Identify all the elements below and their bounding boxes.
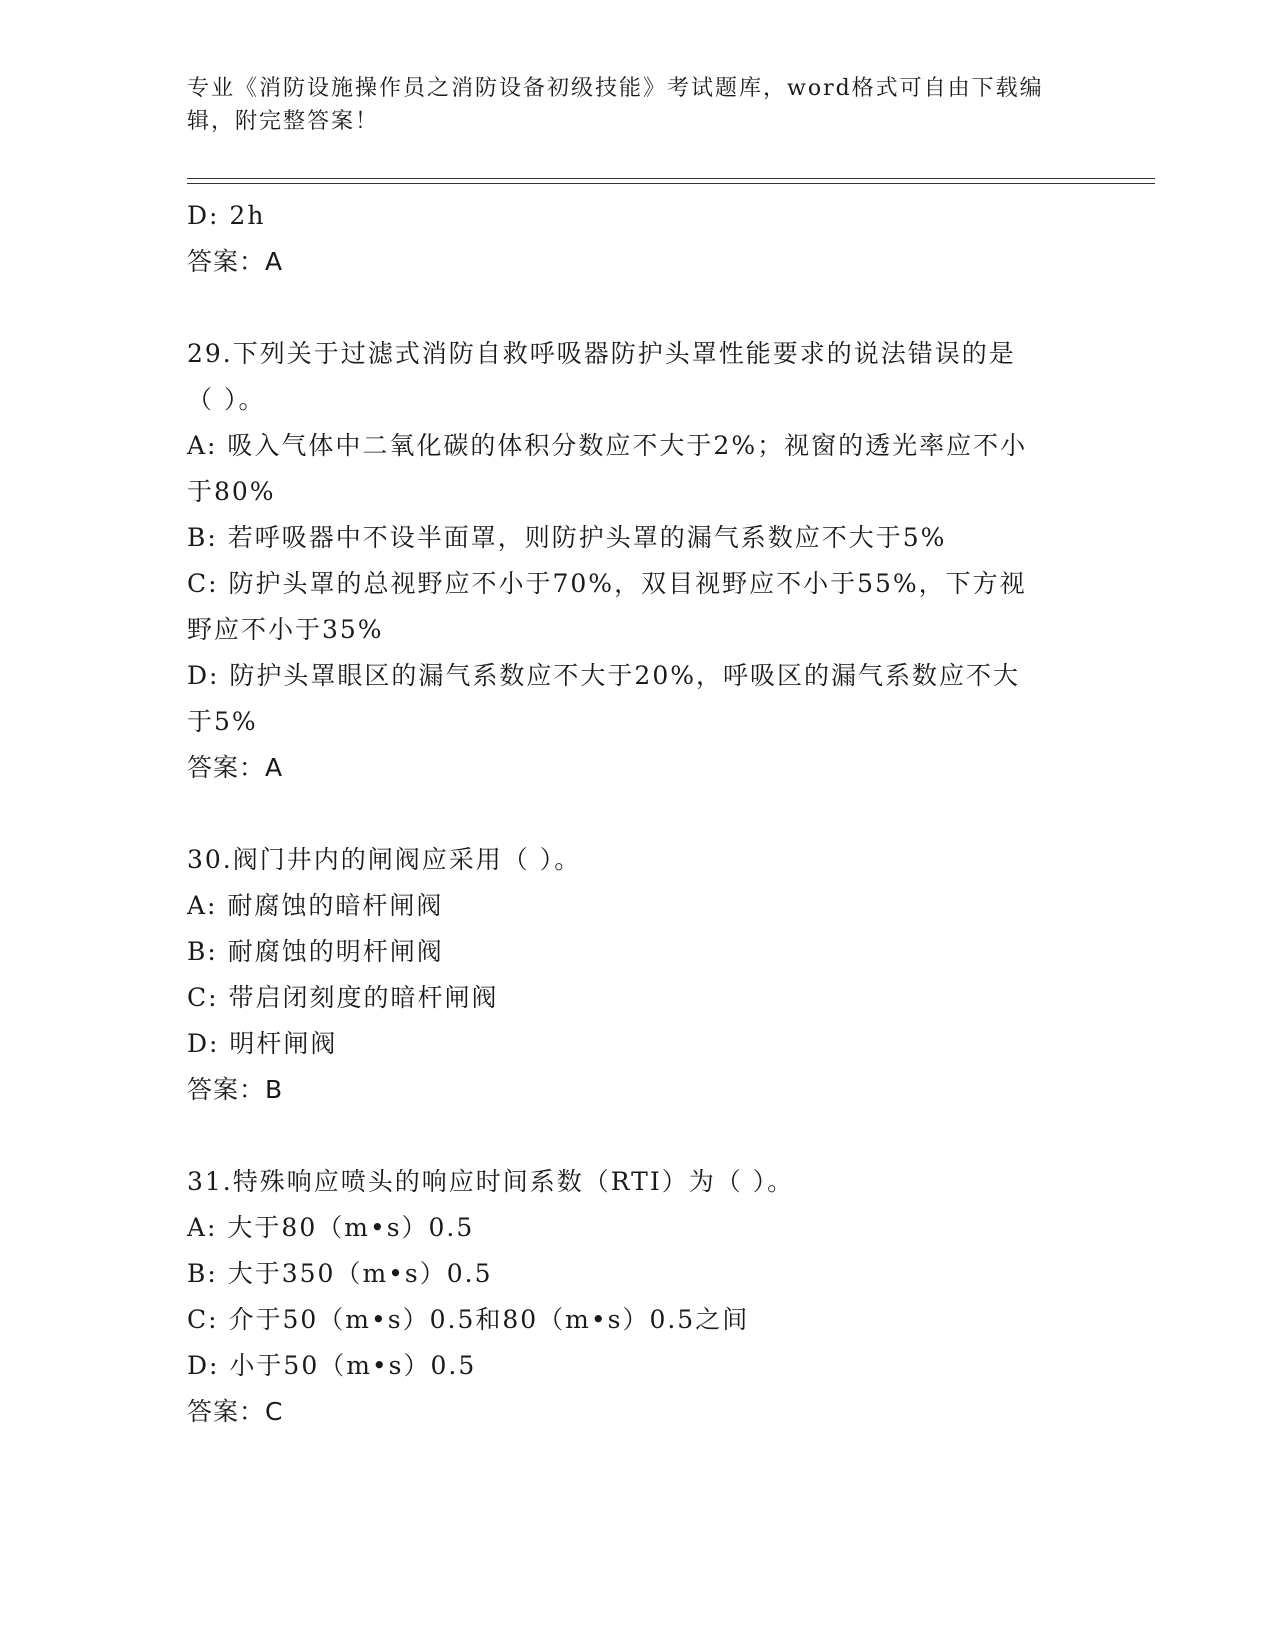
question-answer: 答案：A [187, 753, 284, 782]
question-option-line: 于5% [187, 707, 258, 736]
question-option-line: B: 大于350（m•s）0.5 [187, 1259, 493, 1288]
question-31 [187, 1159, 1087, 1435]
question-stem-line: 30.阀门井内的闸阀应采用（ ）。 [187, 845, 582, 874]
question-29 [187, 331, 1087, 791]
question-option-line: D: 小于50（m•s）0.5 [187, 1351, 477, 1380]
question-option-line: B: 耐腐蚀的明杆闸阀 [187, 937, 444, 966]
prev-question-answer: 答案：A [187, 247, 284, 276]
header-divider-top [187, 178, 1155, 179]
question-option-line: B: 若呼吸器中不设半面罩，则防护头罩的漏气系数应不大于5% [187, 523, 947, 552]
question-option-line: D: 防护头罩眼区的漏气系数应不大于20%，呼吸区的漏气系数应不大 [187, 661, 1020, 690]
question-stem-line: 29.下列关于过滤式消防自救呼吸器防护头罩性能要求的说法错误的是 [187, 339, 1016, 368]
question-option-line: C: 带启闭刻度的暗杆闸阀 [187, 983, 499, 1012]
document-header [187, 72, 1067, 138]
question-option-line: 于80% [187, 477, 276, 506]
question-answer: 答案：B [187, 1075, 284, 1104]
question-stem-line: （ ）。 [187, 385, 266, 414]
header-line-1: 专业《消防设施操作员之消防设备初级技能》考试题库，word格式可自由下载编 [187, 76, 1044, 101]
question-option-line: 野应不小于35% [187, 615, 384, 644]
question-option-line: A: 耐腐蚀的暗杆闸阀 [187, 891, 444, 920]
question-30 [187, 837, 1087, 1113]
header-line-2: 辑，附完整答案！ [187, 109, 380, 134]
prev-question-option-d: D: 2h [187, 201, 266, 230]
document-body [187, 193, 1087, 1481]
question-option-line: C: 防护头罩的总视野应不小于70%，双目视野应不小于55%，下方视 [187, 569, 1027, 598]
header-divider-bottom [187, 183, 1155, 184]
question-stem-line: 31.特殊响应喷头的响应时间系数（RTI）为（ ）。 [187, 1167, 795, 1196]
question-option-line: A: 吸入气体中二氧化碳的体积分数应不大于2%；视窗的透光率应不小 [187, 431, 1028, 460]
question-answer: 答案：C [187, 1397, 284, 1426]
question-option-line: C: 介于50（m•s）0.5和80（m•s）0.5之间 [187, 1305, 750, 1334]
question-option-line: D: 明杆闸阀 [187, 1029, 338, 1058]
question-option-line: A: 大于80（m•s）0.5 [187, 1213, 475, 1242]
